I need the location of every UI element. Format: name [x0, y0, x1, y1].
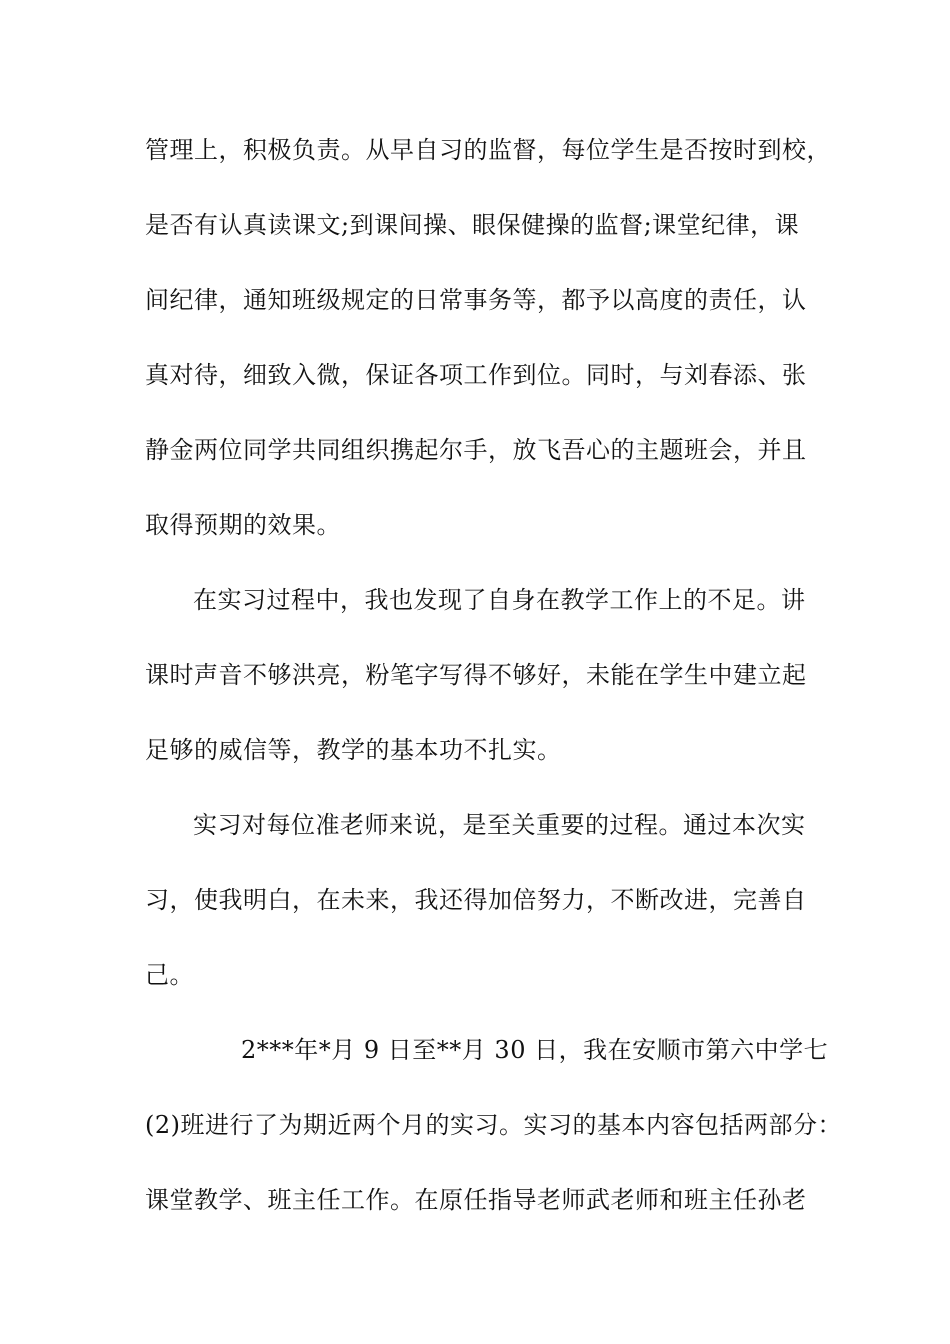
text-line: 管理上，积极负责。从早自习的监督，每位学生是否按时到校， — [145, 136, 831, 164]
text-line: 课堂教学、班主任工作。在原任指导老师武老师和班主任孙老 — [145, 1186, 807, 1214]
text-line: 间纪律，通知班级规定的日常事务等，都予以高度的责任，认 — [145, 286, 807, 314]
text-line: 2***年*月 9 日至**月 30 日，我在安顺市第六中学七 — [241, 1036, 829, 1064]
text-line: 静金两位同学共同组织携起尔手，放飞吾心的主题班会，并且 — [145, 436, 807, 464]
text-line: 取得预期的效果。 — [145, 511, 341, 539]
text-line: 足够的威信等，教学的基本功不扎实。 — [145, 736, 562, 764]
text-line: 己。 — [145, 961, 194, 989]
text-line: 课时声音不够洪亮，粉笔字写得不够好，未能在学生中建立起 — [145, 661, 807, 689]
text-line: 真对待，细致入微，保证各项工作到位。同时，与刘春添、张 — [145, 361, 807, 389]
text-line: 习，使我明白，在未来，我还得加倍努力，不断改进，完善自 — [145, 886, 807, 914]
text-line: 实习对每位准老师来说，是至关重要的过程。通过本次实 — [193, 811, 806, 839]
text-line: 是否有认真读课文;到课间操、眼保健操的监督;课堂纪律，课 — [145, 211, 800, 239]
text-line: 在实习过程中，我也发现了自身在教学工作上的不足。讲 — [193, 586, 806, 614]
text-line: (2)班进行了为期近两个月的实习。实习的基本内容包括两部分： — [145, 1111, 842, 1139]
